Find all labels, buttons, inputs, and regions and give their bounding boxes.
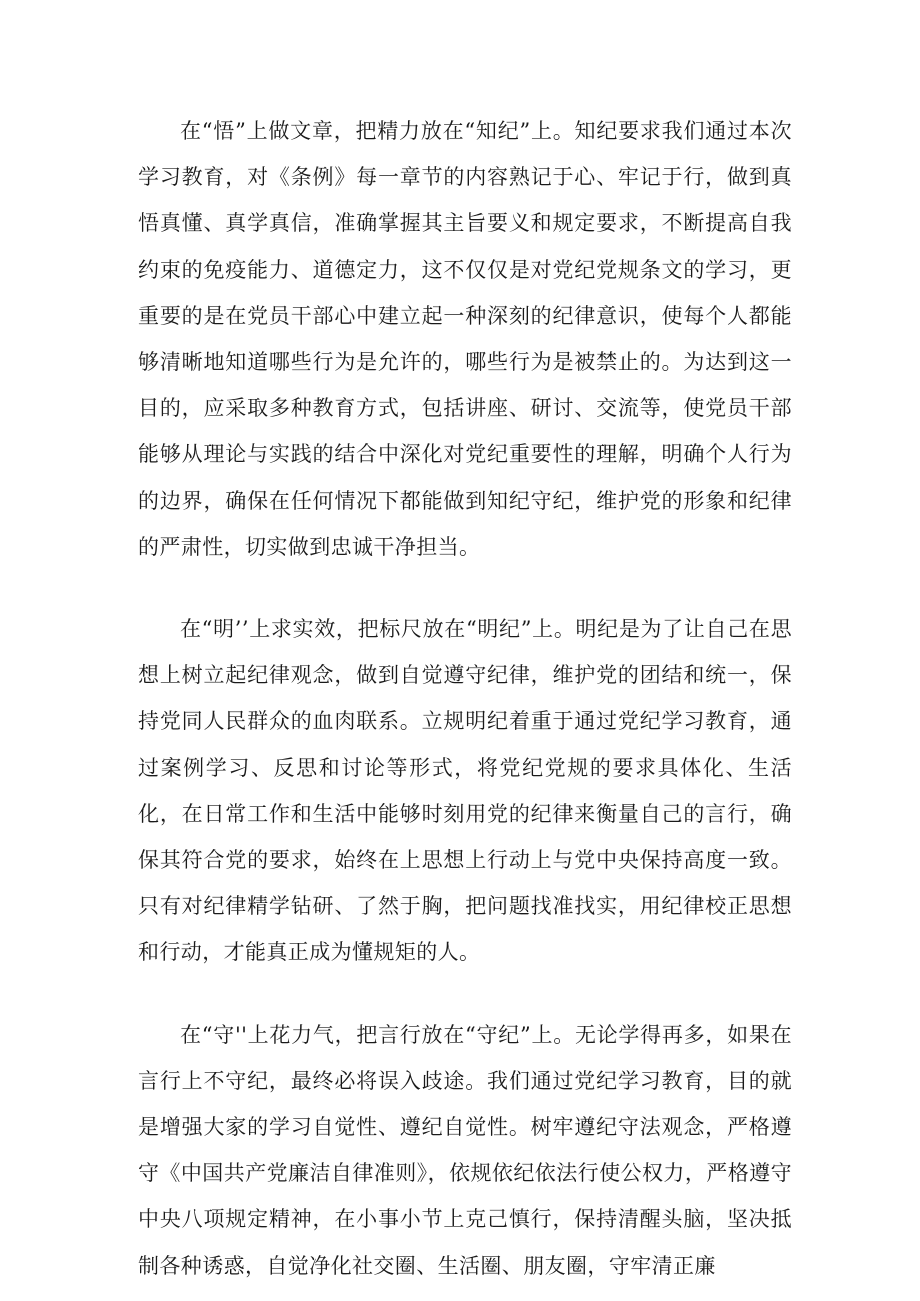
- paragraph-gap: [138, 570, 792, 606]
- paragraph-wu-zhi-ji: 在“悟”上做文章，把精力放在“知纪”上。知纪要求我们通过本次学习教育，对《条例》每一章节的内容熟记于心、牢记于行，做到真悟真懂、真学真信，准确掌握其主旨要义和规定要求，不断提高自我约束的免疫能力、道德定力，这不仅仅是对党纪党规条文的学习，更重要的是在党员干部心中建立起一种深刻的纪律意识，使每个人都能够清晰地知道哪些行为是允许的，哪些行为是被禁止的。为达到这一目的，应采取多种教育方式，包括讲座、研讨、交流等，使党员干部能够从理论与实践的结合中深化对党纪重要性的理解，明确个人行为的边界，确保在任何情况下都能做到知纪守纪，维护党的形象和纪律的严肃性，切实做到忠诚干净担当。: [138, 119, 792, 559]
- document-body: [138, 108, 792, 1289]
- paragraph-gap: [138, 976, 792, 1012]
- paragraph-shou-shou-ji: 在“守''上花力气，把言行放在“守纪”上。无论学得再多，如果在言行上不守纪，最终必将误入歧途。我们通过党纪学习教育，目的就是增强大家的学习自觉性、遵纪自觉性。树牢遵纪守法观念，严格遵守《中国共产党廉洁自律准则》，依规依纪依法行使公权力，严格遵守中央八项规定精神，在小事小节上克己慎行，保持清醒头脑，坚决抵制各种诱惑，自觉净化社交圈、生活圈、朋友圈，守牢清正廉: [138, 1022, 792, 1278]
- paragraph-ming-ming-ji: 在“明’’上求实效，把标尺放在“明纪”上。明纪是为了让自己在思想上树立起纪律观念，做到自觉遵守纪律，维护党的团结和统一，保持党同人民群众的血肉联系。立规明纪着重于通过党纪学习教育，通过案例学习、反思和讨论等形式，将党纪党规的要求具体化、生活化，在日常工作和生活中能够时刻用党的纪律来衡量自己的言行，确保其符合党的要求，始终在上思想上行动上与党中央保持高度一致。只有对纪律精学钻研、了然于胸，把问题找准找实，用纪律校正思想和行动，才能真正成为懂规矩的人。: [138, 617, 792, 965]
